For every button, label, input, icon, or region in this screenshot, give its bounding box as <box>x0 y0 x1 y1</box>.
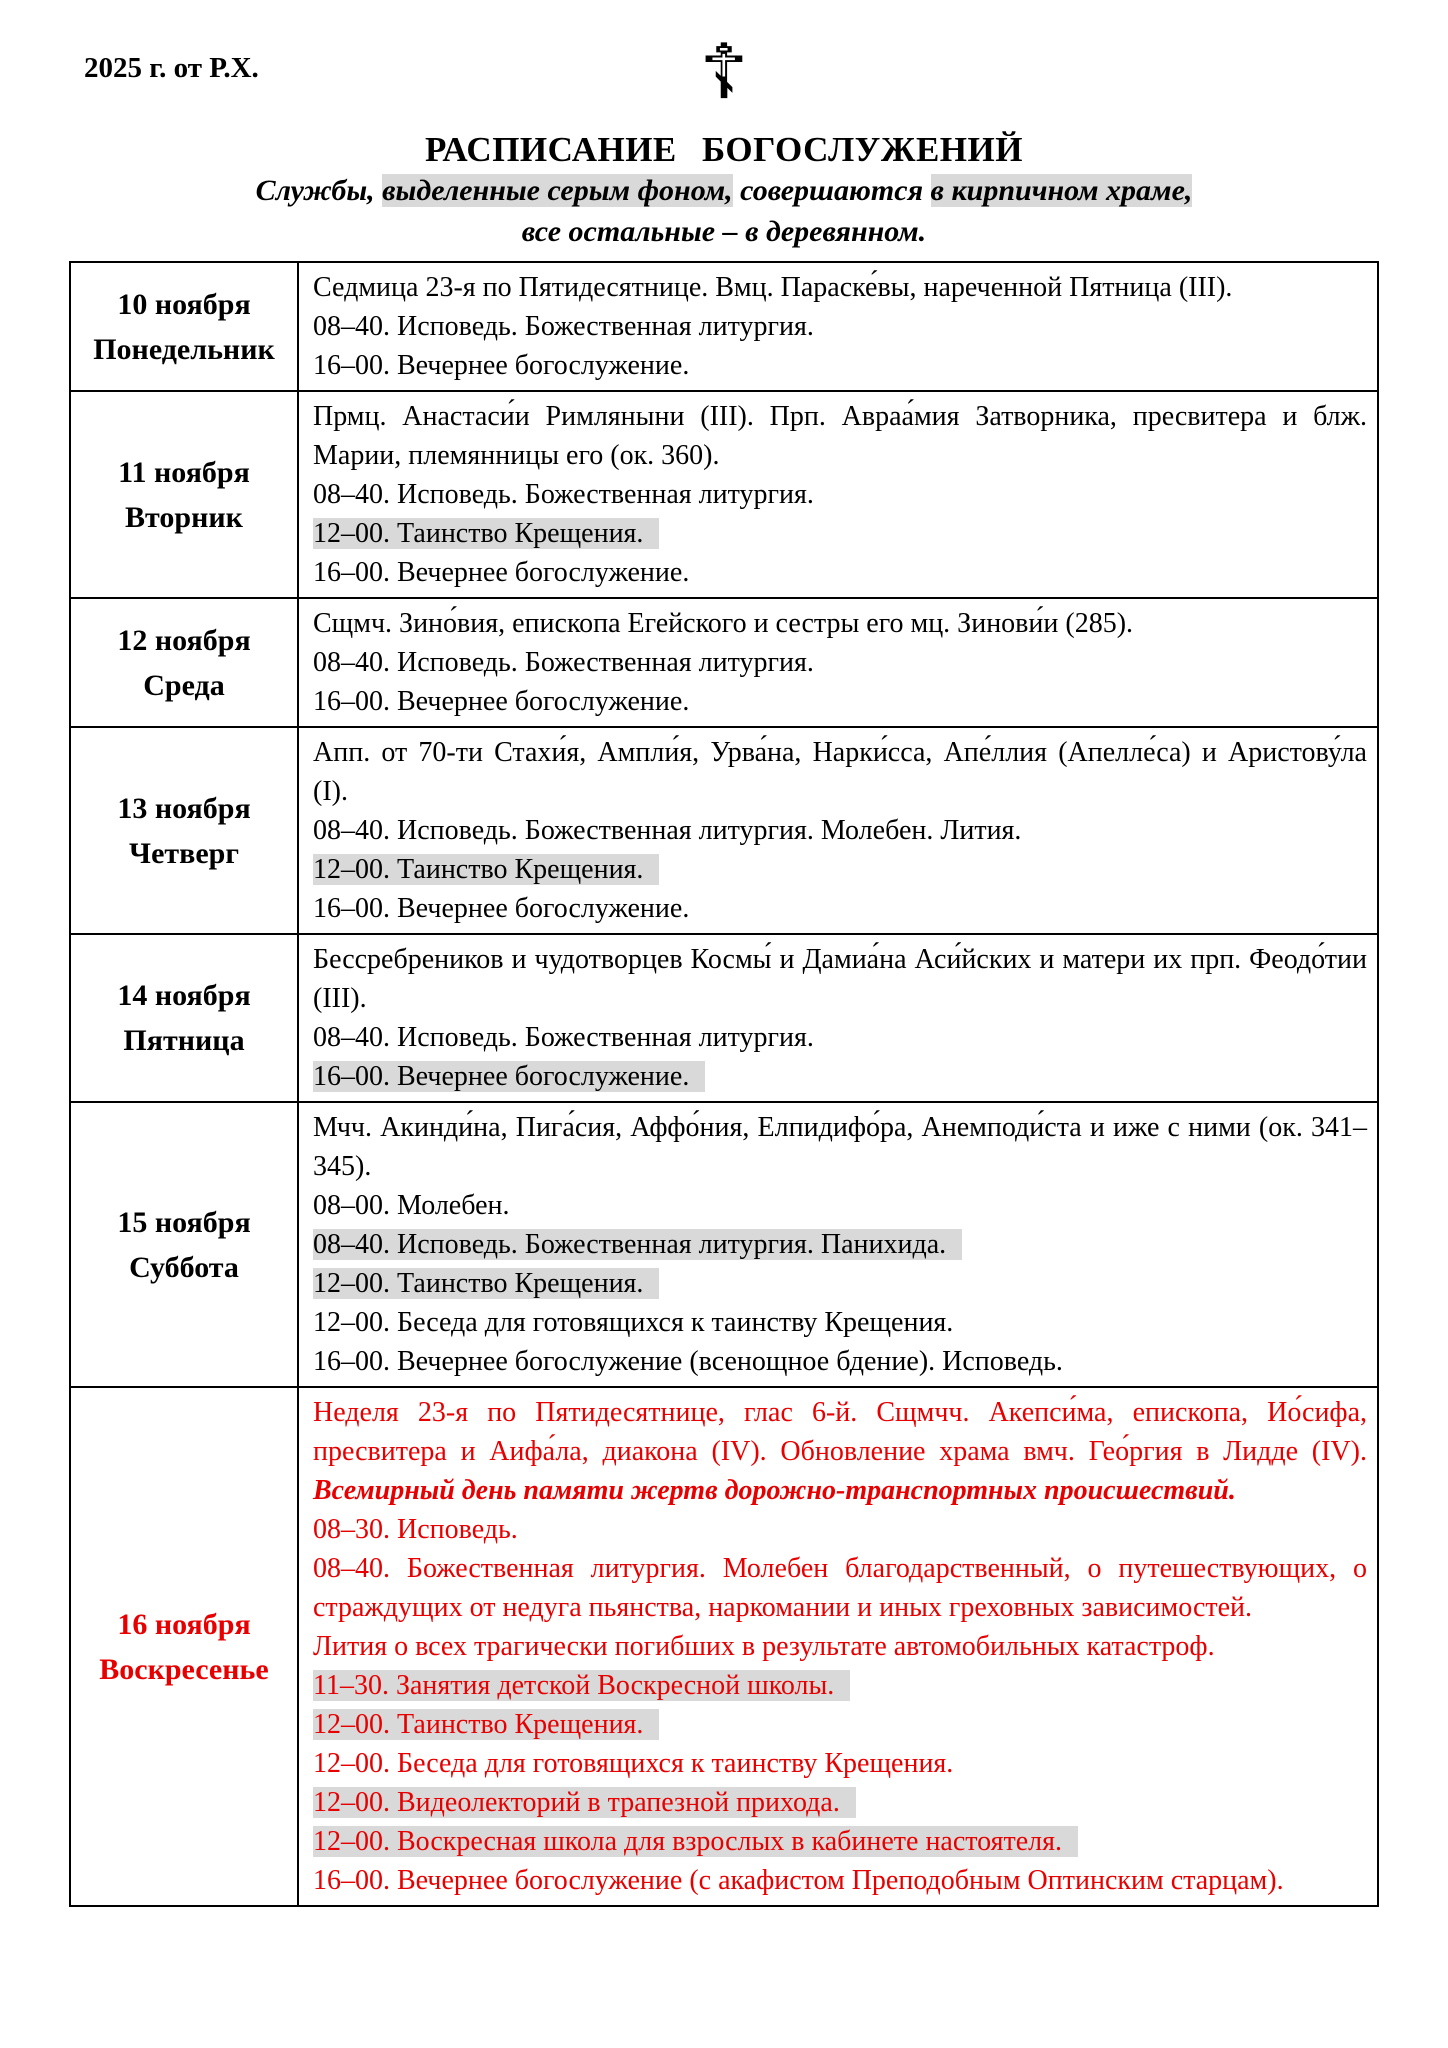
service-line-segment: Бессребреников и чудотворцев Космы́ и Дамиа́на Аси́йских и матери их прп. Феодо́тии (III). <box>313 944 1367 1014</box>
subtitle-highlighted-segment: выделенные серым фоном, <box>382 174 733 207</box>
service-line <box>313 1861 1367 1900</box>
service-line <box>313 397 1367 475</box>
date-label: 11 ноября <box>118 455 250 489</box>
service-line-segment: Апп. от 70-ти Стахи́я, Ампли́я, Урва́на, Нарки́сса, Апе́ллия (Апелле́са) и Аристову́ла (I). <box>313 737 1367 807</box>
service-line <box>313 1666 1367 1705</box>
schedule-row <box>70 1102 1378 1387</box>
service-line-segment: 08–40. Божественная литургия. Молебен благодарственный, о путешествующих, о страждущих от недуга пьянства, наркомании и иных греховных зависимостей. <box>313 1553 1367 1623</box>
service-line <box>313 733 1367 811</box>
schedule-row <box>70 391 1378 598</box>
page-title: РАСПИСАНИЕ БОГОСЛУЖЕНИЙ <box>425 130 1023 169</box>
schedule-row <box>70 727 1378 934</box>
service-line <box>313 1186 1367 1225</box>
service-line-segment: 12–00. Беседа для готовящихся к таинству Крещения. <box>313 1748 954 1779</box>
subtitle-highlighted-segment: в кирпичном храме, <box>930 174 1193 207</box>
service-line-highlighted-segment: 12–00. Воскресная школа для взрослых в кабинете настоятеля. <box>313 1826 1078 1857</box>
service-line-segment: 08–00. Молебен. <box>313 1190 510 1221</box>
date-label: 13 ноября <box>117 791 251 825</box>
services-cell <box>298 1387 1378 1906</box>
service-line-segment: Мчч. Акинди́на, Пига́сия, Аффо́ния, Елпидифо́ра, Анемподи́ста и иже с ними (ок. 341–345). <box>313 1112 1367 1182</box>
weekday-label: Пятница <box>123 1024 245 1057</box>
service-line <box>313 1627 1367 1666</box>
service-line <box>313 1822 1367 1861</box>
service-line <box>313 682 1367 721</box>
service-line-segment: 12–00. Беседа для готовящихся к таинству Крещения. <box>313 1307 954 1338</box>
service-line-highlighted-segment: 12–00. Таинство Крещения. <box>313 854 659 885</box>
service-line-segment: 16–00. Вечернее богослужение (всенощное бдение). Исповедь. <box>313 1346 1063 1377</box>
service-line <box>313 553 1367 592</box>
services-cell <box>298 598 1378 727</box>
service-line-segment: 16–00. Вечернее богослужение. <box>313 350 690 381</box>
service-line <box>313 940 1367 1018</box>
date-label: 10 ноября <box>117 287 251 321</box>
services-cell <box>298 727 1378 934</box>
service-line <box>313 1393 1367 1510</box>
service-line <box>313 268 1367 307</box>
subtitle-segment: совершаются <box>732 174 931 207</box>
date-cell <box>70 262 298 391</box>
services-cell <box>298 391 1378 598</box>
services-cell <box>298 1102 1378 1387</box>
weekday-label: Вторник <box>125 500 243 534</box>
weekday-label: Воскресенье <box>99 1652 269 1686</box>
service-line-segment: 08–40. Исповедь. Божественная литургия. <box>313 311 814 342</box>
service-line <box>313 514 1367 553</box>
service-line-highlighted-segment: 08–40. Исповедь. Божественная литургия. Панихида. <box>313 1229 962 1260</box>
date-cell <box>70 598 298 727</box>
services-cell <box>298 934 1378 1102</box>
service-line-segment: Прмц. Анастаси́и Римляныни (III). Прп. Авраа́мия Затворника, пресвитера и блж. Марии, племянницы его (ок. 360). <box>313 401 1367 471</box>
service-line <box>313 1057 1367 1096</box>
service-line <box>313 1342 1367 1381</box>
service-line <box>313 1705 1367 1744</box>
service-line-highlighted-segment: 12–00. Таинство Крещения. <box>313 1268 659 1299</box>
service-line-highlighted-segment: 12–00. Видеолекторий в трапезной прихода. <box>313 1787 856 1818</box>
service-line-segment: Всемирный день памяти жертв дорожно-транспортных происшествий. <box>313 1475 1236 1506</box>
subtitle-line-1 <box>0 170 1448 211</box>
service-line <box>313 1510 1367 1549</box>
date-label: 15 ноября <box>117 1205 251 1239</box>
date-label: 16 ноября <box>117 1607 251 1641</box>
service-line <box>313 1303 1367 1342</box>
service-line <box>313 1744 1367 1783</box>
date-label: 12 ноября <box>117 623 251 657</box>
service-line <box>313 889 1367 928</box>
year-label: 2025 г. от Р.Х. <box>84 52 259 84</box>
services-cell <box>298 262 1378 391</box>
service-line <box>313 643 1367 682</box>
weekday-label: Четверг <box>129 836 239 870</box>
date-cell <box>70 1387 298 1906</box>
service-line-highlighted-segment: 16–00. Вечернее богослужение. <box>313 1061 705 1092</box>
service-line-segment: 08–40. Исповедь. Божественная литургия. <box>313 1022 814 1053</box>
service-line <box>313 1783 1367 1822</box>
service-line <box>313 1549 1367 1627</box>
service-line <box>313 1018 1367 1057</box>
schedule-table <box>69 261 1379 1907</box>
service-line-segment: 16–00. Вечернее богослужение. <box>313 557 690 588</box>
date-cell <box>70 934 298 1102</box>
service-line <box>313 346 1367 385</box>
date-cell <box>70 1102 298 1387</box>
service-line-segment: Лития о всех трагически погибших в результате автомобильных катастроф. <box>313 1631 1215 1662</box>
service-line-highlighted-segment: 11–30. Занятия детской Воскресной школы. <box>313 1670 850 1701</box>
service-line <box>313 1108 1367 1186</box>
date-cell <box>70 727 298 934</box>
weekday-label: Суббота <box>129 1250 239 1284</box>
service-line-segment: 08–40. Исповедь. Божественная литургия. <box>313 647 814 678</box>
schedule-row <box>70 934 1378 1102</box>
service-line-segment: Сщмч. Зино́вия, епископа Егейского и сестры его мц. Зинови́и (285). <box>313 608 1134 639</box>
service-line-segment: Неделя 23-я по Пятидесятнице, глас 6-й. Сщмчч. Акепси́ма, епископа, Ио́сифа, пресвитера и Аифа́ла, диакона (IV). Обновление храма вмч. Гео́ргия в Лидде (IV). <box>313 1397 1367 1467</box>
service-line <box>313 811 1367 850</box>
service-line <box>313 307 1367 346</box>
subtitle-segment: Службы, <box>255 174 383 207</box>
service-line <box>313 850 1367 889</box>
service-line-segment: 08–30. Исповедь. <box>313 1514 518 1545</box>
date-label: 14 ноября <box>117 979 251 1012</box>
service-line <box>313 1225 1367 1264</box>
date-cell <box>70 391 298 598</box>
service-line-segment: 16–00. Вечернее богослужение. <box>313 893 690 924</box>
service-line-segment: Седмица 23-я по Пятидесятнице. Вмц. Параске́вы, нареченной Пятница (III). <box>313 272 1233 303</box>
service-line-segment: 16–00. Вечернее богослужение (с акафистом Преподобным Оптинским старцам). <box>313 1865 1284 1896</box>
service-line <box>313 604 1367 643</box>
schedule-row <box>70 598 1378 727</box>
service-line <box>313 1264 1367 1303</box>
weekday-label: Понедельник <box>93 332 275 366</box>
service-line <box>313 475 1367 514</box>
service-line-segment: 16–00. Вечернее богослужение. <box>313 686 690 717</box>
subtitle-line-2: все остальные – в деревянном. <box>521 215 927 248</box>
schedule-row <box>70 262 1378 391</box>
service-line-segment: 08–40. Исповедь. Божественная литургия. Молебен. Лития. <box>313 815 1022 846</box>
service-line-highlighted-segment: 12–00. Таинство Крещения. <box>313 1709 659 1740</box>
schedule-row <box>70 1387 1378 1906</box>
service-line-highlighted-segment: 12–00. Таинство Крещения. <box>313 518 659 549</box>
orthodox-cross-icon: ☦ <box>699 27 749 116</box>
service-line-segment: 08–40. Исповедь. Божественная литургия. <box>313 479 814 510</box>
weekday-label: Среда <box>143 668 225 702</box>
